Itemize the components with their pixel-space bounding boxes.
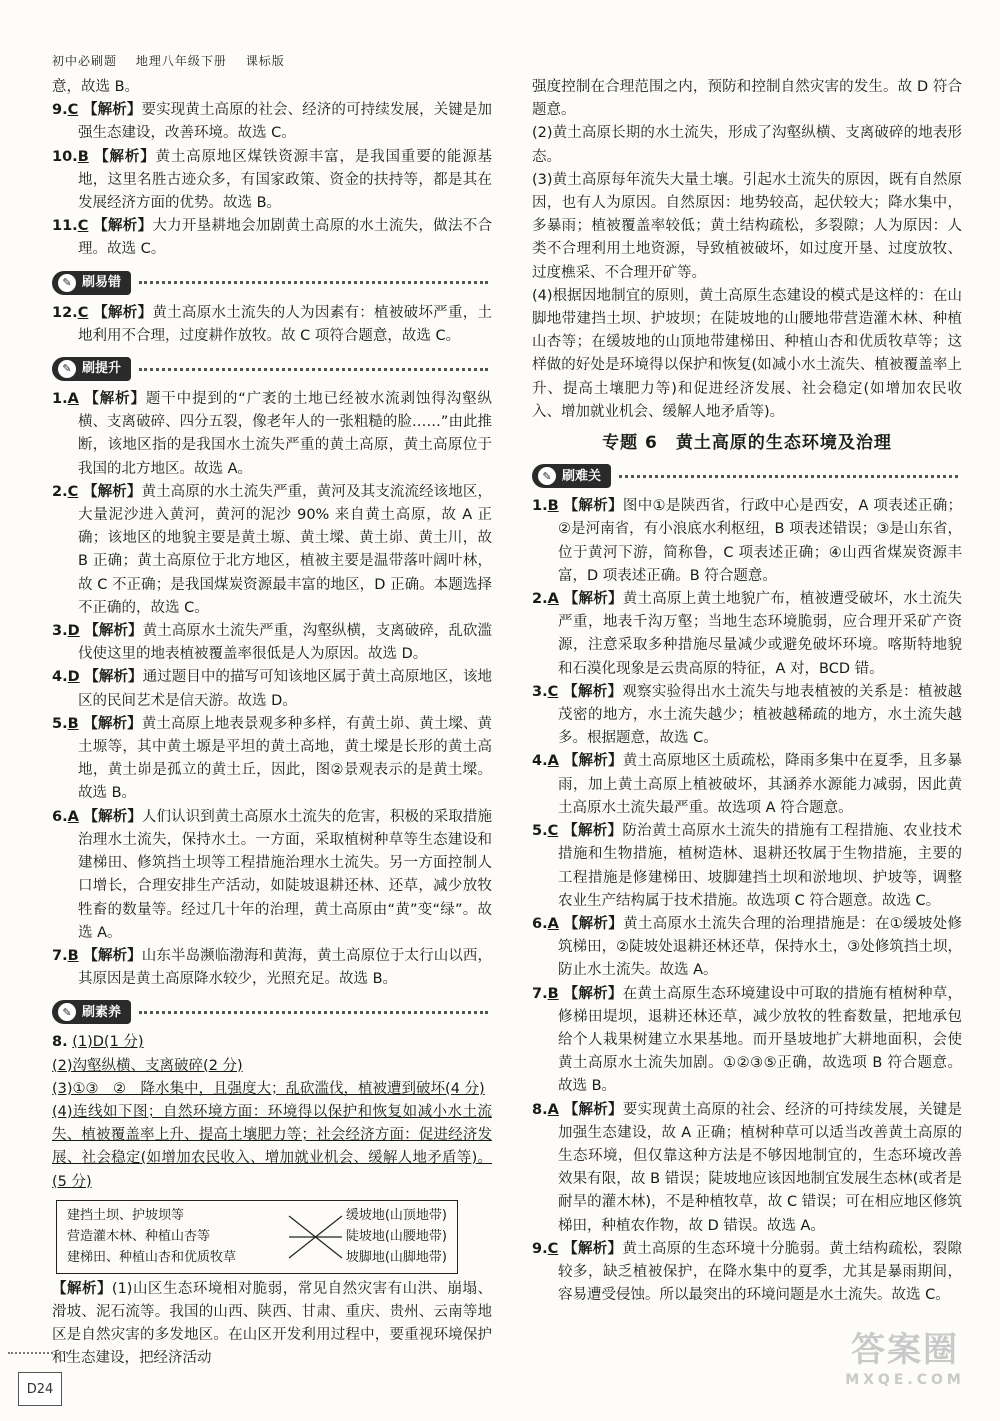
- answer-item-r8: 8.A 【解析】要实现黄土高原的社会、经济的可持续发展，关键是加强生态建设，故 A 正确；植树种草可以适当改善黄土高原的生态环境，但仅靠这种方法是不够因地制宜的，生态环境改善效果有限，故 B 错误；陡坡地应该因地制宜发展生态林(或者是耐旱的灌木林)，不是种植牧草，故 C 错误；可在相应地区修筑梯田，种植农作物，故 D 错误。故选 A。: [532, 1101, 963, 1234]
- dotted-rule: [139, 281, 488, 284]
- answer-item-p6: 6.A 【解析】人们认识到黄土高原水土流失的危害，积极的采取措施治理水土流失，保持水土。一方面，采取植树种草等生态建设和建梯田、修筑挡土坝等工程措施治理水土流失。另一方面控制人口增长，合理安排生产活动，如陡坡退耕还林、还草，减少放牧牲畜的数量等。经过几十年的治理，黄土高原由“黄”变“绿”。故选 A。: [52, 808, 493, 941]
- analysis-continuation-1: 强度控制在合理范围之内，预防和控制自然灾害的发生。故 D 符合题意。: [532, 79, 962, 119]
- dotted-rule: [139, 368, 488, 371]
- section-header-tisheng: [52, 354, 492, 384]
- answer-item-p5: 5.B 【解析】黄土高原上地表景观多种多样，有黄土峁、黄土墚、黄土塬等，其中黄土塬是平坦的黄土高地，黄土墚是长形的黄土高地，黄土峁是孤立的黄土丘，因此，图②景观表示的是黄土墚。故选 B。: [52, 715, 493, 802]
- answer-item-8-part1: 8. (1)D(1 分): [52, 1034, 144, 1051]
- answer-item-r2: 2.A 【解析】黄土高原上黄土地貌广布，植被遭受破坏，水土流失严重，地表千沟万壑；当地生态环境脆弱，应合理开采矿产资源，注意采取多种措施尽量减少或避免破坏环境。喀斯特地貌和石漠化现象是云贵高原的特征，A 对，BCD 错。: [532, 591, 963, 677]
- section-badge: ✎ 刷易错: [52, 271, 131, 295]
- answer-item-8-analysis: 【解析】(1)山区生态环境相对脆弱，常见自然灾害有山洪、崩塌、滑坡、泥石流等。我国的山西、陕西、甘肃、重庆、贵州、云南等地区是自然灾害的多发地区。在山区开发利用过程中，要重视环境保护和生态建设，把经济活动: [52, 1280, 492, 1367]
- section-header-nanguan: [532, 461, 962, 491]
- answer-item-8-part2: (2)沟壑纵横、支离破碎(2 分): [52, 1057, 243, 1074]
- answer-item-p1: 1.A 【解析】题干中提到的“广袤的土地已经被水流剥蚀得沟壑纵横、支离破碎、四分五裂，像老年人的一张粗糙的脸……”由此推断，该地区指的是我国水土流失严重的黄土高原，黄土高原位于我国的北方地区。故选 A。: [52, 391, 492, 477]
- answer-item-p7: 7.B 【解析】山东半岛濒临渤海和黄海，黄土高原位于太行山以西，其原因是黄土高原降水较少，光照充足。故选 B。: [52, 947, 493, 988]
- answer-item-r9: 9.C 【解析】黄土高原的生态环境十分脆弱。黄土结构疏松，裂隙较多，缺乏植被保护，在降水集中的夏季，尤其是暴雨期间，容易遭受侵蚀。所以最突出的环境问题是水土流失。故选 C。: [532, 1240, 963, 1304]
- answer-item-8-part4: (4)连线如下图；自然环境方面：环境得以保护和恢复如减小水土流失、植被覆盖率上升、提高土壤肥力等；社会经济方面：促进经济发展、社会稳定(如增加农民收入、增加就业机会、缓解人地矛盾等)。(5 分): [52, 1103, 492, 1190]
- answer-item-r5: 5.C 【解析】防治黄土高原水土流失的措施有工程措施、农业技术措施和生物措施，植树造林、退耕还牧属于生物措施，主要的工程措施是修建梯田、坡脚建挡土坝和淤地坝、护坡等，调整农业生产结构属于技术措施。故选项 C 符合题意。故选 C。: [532, 823, 963, 909]
- watermark-logo: [820, 1328, 990, 1408]
- matching-diagram: [56, 1200, 458, 1274]
- page-header: [52, 52, 299, 69]
- dotted-rule: [619, 475, 958, 478]
- section-header-yicuo: [52, 268, 492, 298]
- answer-item-12: 12.C 【解析】黄土高原水土流失的人为因素有：植被破坏严重，土地利用不合理，过度耕作放牧。故 C 项符合题意，故选 C。: [52, 304, 493, 344]
- analysis-continuation-4: (4)根据因地制宜的原则，黄土高原生态建设的模式是这样的：在山脚地带建挡土坝、护坡坝；在陡坡地的山腰地带营造灌木林、种植山杏等；在缓坡地的山顶地带建梯田、种植山杏和优质牧草等；这样做的好处是环境得以保护和恢复(如减小水土流失、植被覆盖率上升、提高土壤肥力等)和促进经济发展、社会稳定(如增加农民收入、增加就业机会、缓解人地矛盾等)。: [532, 287, 962, 420]
- answer-item-r3: 3.C 【解析】观察实验得出水土流失与地表植被的关系是：植被越茂密的地方，水土流失越少；植被越稀疏的地方，水土流失越多。根据题意，故选 C。: [532, 683, 963, 747]
- answer-item-p3: 3.D 【解析】黄土高原水土流失严重，沟壑纵横，支离破碎，乱砍滥伐使这里的地表植被覆盖率很低是人为原因。故选 D。: [52, 623, 493, 663]
- match-right-list: [346, 1205, 447, 1268]
- section-badge: ✎ 刷素养: [52, 1000, 131, 1024]
- watermark-text: 答案圈: [851, 1330, 959, 1370]
- left-column: [52, 76, 492, 1371]
- edition-name: 课标版: [245, 54, 285, 68]
- brush-icon: ✎: [538, 467, 556, 485]
- right-column: [532, 76, 962, 1307]
- answer-item-11: 11.C 【解析】大力开垦耕地会加剧黄土高原的水土流失，做法不合理。故选 C。: [52, 218, 493, 258]
- section-badge: ✎ 刷提升: [52, 357, 131, 381]
- match-left-item: 建挡土坝、护坡坝等: [67, 1207, 185, 1223]
- answer-item-r6: 6.A 【解析】黄土高原水土流失合理的治理措施是：在①缓坡处修筑梯田，②陡坡处退耕还林还草，保持水土，③处修筑挡土坝，防止水土流失。故选 A。: [532, 915, 963, 979]
- section-badge: ✎ 刷难关: [532, 464, 611, 488]
- page-corner-dots: [8, 1352, 68, 1354]
- answer-item-r4: 4.A 【解析】黄土高原地区土质疏松，降雨多集中在夏季，且多暴雨，加上黄土高原上植被破坏，其涵养水源能力减弱，因此黄土高原水土流失最严重。故选项 A 符合题意。: [532, 753, 963, 816]
- answer-item-9: 9.C 【解析】要实现黄土高原的社会、经济的可持续发展，关键是加强生态建设，改善环境。故选 C。: [52, 102, 493, 142]
- match-right-item: 陡坡地(山腰地带): [345, 1228, 447, 1244]
- brush-icon: ✎: [58, 274, 76, 292]
- analysis-continuation-3: (3)黄土高原每年流失大量土壤。引起水土流失的原因，既有自然原因，也有人为原因。自然原因：地势较高，起伏较大；降水集中，多暴雨；植被覆盖率较低；黄土结构疏松，多裂隙；人为原因：人类不合理利用土地资源，导致植被破坏，如过度开垦、过度放牧、过度樵采、不合理开矿等。: [532, 171, 962, 281]
- subject-name: 地理八年级下册: [135, 54, 227, 68]
- answer-item-p4: 4.D 【解析】通过题目中的描写可知该地区属于黄土高原地区，该地区的民间艺术是信天游。故选 D。: [52, 669, 493, 709]
- page-number: D24: [18, 1372, 62, 1406]
- brush-icon: ✎: [58, 1003, 76, 1021]
- dotted-rule: [139, 1011, 488, 1014]
- match-right-item: 缓坡地(山顶地带): [345, 1207, 447, 1223]
- topic-title: 专题 6 黄土高原的生态环境及治理: [602, 433, 892, 454]
- match-left-item: 营造灌木林、种植山杏等: [67, 1228, 211, 1244]
- answer-item-10: 10.B 【解析】黄土高原地区煤铁资源丰富，是我国重要的能源基地，这里名胜古迹众多，有国家政策、资金的扶持等，都是其在发展经济方面的优势。故选 B。: [52, 148, 493, 212]
- match-right-item: 坡脚地(山脚地带): [345, 1249, 447, 1265]
- answer-item-r7: 7.B 【解析】在黄土高原生态环境建设中可取的措施有植树种草，修梯田堤坝，退耕还林还草，减少放牧的牲畜数量，把地承包给个人栽果树建立水果基地。而开垦坡地扩大耕地面积，会使黄土高原水土流失加剧。①②③⑤正确，故选项 B 符合题意。故选 B。: [532, 985, 963, 1095]
- answer-continuation: 意，故选 B。: [52, 79, 140, 95]
- analysis-continuation-2: (2)黄土高原长期的水土流失，形成了沟壑纵横、支离破碎的地表形态。: [532, 125, 962, 165]
- answer-item-r1: 1.B 【解析】图中①是陕西省，行政中心是西安，A 项表述正确；②是河南省，有小浪底水利枢纽，B 项表述错误；③是山东省，位于黄河下游，简称鲁，C 项表述正确；④山西省煤炭资源丰富，D 项表述正确。B 符合题意。: [532, 498, 963, 584]
- brush-icon: ✎: [58, 360, 76, 378]
- match-left-item: 建梯田、种植山杏和优质牧草: [67, 1249, 237, 1265]
- section-header-suyang: [52, 997, 492, 1027]
- series-name: 初中必刷题: [52, 54, 118, 68]
- answer-item-8-part3: (3)①③ ② 降水集中，且强度大；乱砍滥伐，植被遭到破坏(4 分): [52, 1080, 485, 1097]
- answer-item-p2: 2.C 【解析】黄土高原的水土流失严重，黄河及其支流流经该地区，大量泥沙进入黄河，黄河的泥沙 90% 来自黄土高原，故 A 正确；该地区的地貌主要是黄土塬、黄土墚、黄土峁、黄土川，故 B 正确；黄土高原位于北方地区，植被主要是温带落叶阔叶林，故 C 不正确；是我国煤炭资源最丰富的地区，D 正确。本题选择不正确的，故选 C。: [52, 483, 493, 616]
- watermark-url: MXQE.COM: [845, 1372, 965, 1388]
